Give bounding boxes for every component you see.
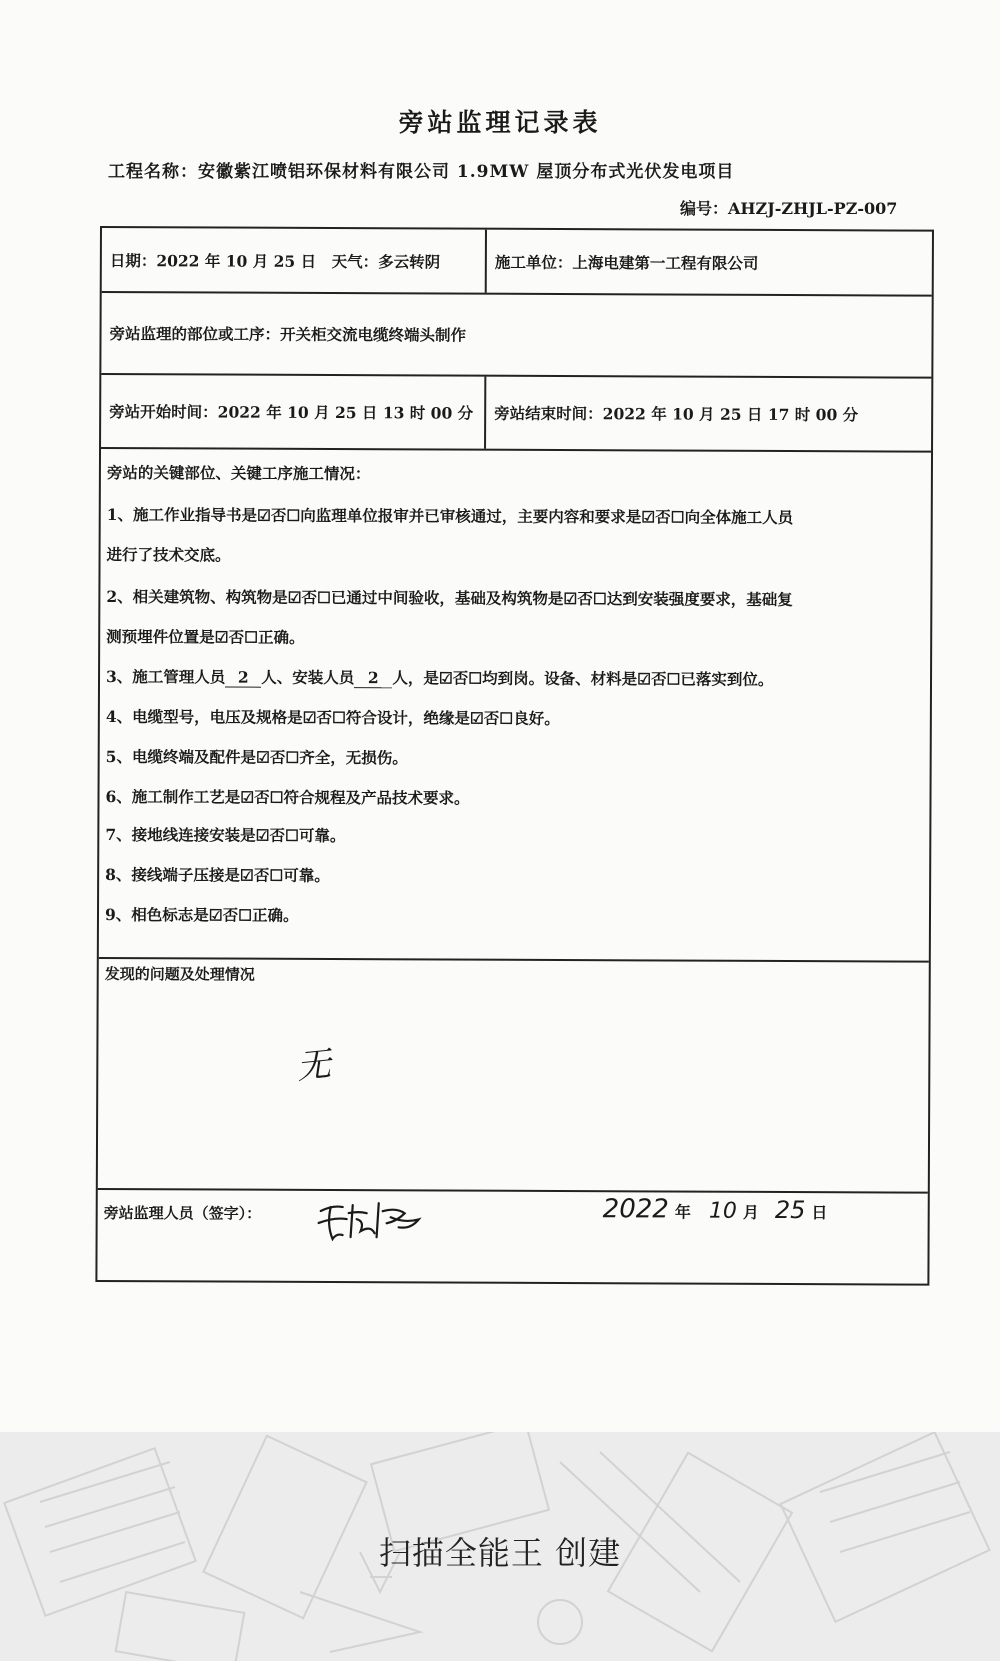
sign-day: 25	[774, 1195, 806, 1225]
row-date-contractor	[102, 228, 932, 297]
year-unit: 年	[674, 1202, 691, 1222]
row-problems	[98, 959, 929, 1194]
installer-count: 2	[354, 668, 392, 688]
scanner-watermark: 扫描全能王 创建	[378, 1534, 622, 1572]
item-5: 5、电缆终端及配件是☑否☐齐全，无损伤。	[105, 747, 408, 768]
signature-label: 旁站监理人员（签字）：	[103, 1204, 262, 1223]
signature-date	[603, 1194, 828, 1225]
item-2-line-2: 测预埋件位置是☑否☐正确。	[106, 627, 305, 647]
sign-year: 2022	[602, 1194, 669, 1225]
day-unit: 日	[811, 1203, 828, 1223]
row-signature	[97, 1190, 927, 1284]
item-3-suffix: 人，是☑否☐均到岗。设备、材料是☑否☐已落实到位。	[392, 668, 774, 689]
project-name: 工程名称：安徽紫江喷铝环保材料有限公司 1.9MW 屋顶分布式光伏发电项目	[108, 162, 735, 182]
item-1-line-2: 进行了技术交底。	[106, 545, 231, 565]
item-6: 6、施工制作工艺是☑否☐符合规程及产品技术要求。	[105, 787, 470, 808]
document-title: 旁站监理记录表	[398, 108, 602, 137]
supervisor-signature	[313, 1193, 428, 1246]
item-2-line-1: 2、相关建筑物、构筑物是☑否☐已通过中间验收，基础及构筑物是☑否☐达到安装强度要求，基础复	[106, 587, 793, 610]
document-number: 编号：AHZJ-ZHJL-PZ-007	[680, 199, 898, 218]
date-weather-cell: 日期：2022 年 10 月 25 日 天气：多云转阴	[109, 250, 441, 271]
record-form	[95, 226, 934, 1286]
item-3-middle: 人、安装人员	[261, 667, 355, 688]
problems-heading: 发现的问题及处理情况	[104, 965, 255, 984]
item-7: 7、接地线连接安装是☑否☐可靠。	[105, 825, 346, 846]
manager-count: 2	[225, 668, 261, 688]
start-time-cell: 旁站开始时间：2022 年 10 月 25 日 13 时 00 分	[109, 402, 474, 423]
item-1-line-1: 1、施工作业指导书是☑否☐向监理单位报审并已审核通过，主要内容和要求是☑否☐向全体施工人员	[106, 505, 794, 528]
month-unit: 月	[742, 1202, 759, 1222]
row-construction-status	[99, 449, 931, 963]
end-time-cell: 旁站结束时间：2022 年 10 月 25 日 17 时 00 分	[494, 403, 859, 425]
item-3-prefix: 3、施工管理人员	[105, 667, 226, 687]
item-9: 9、相色标志是☑否☐正确。	[104, 905, 299, 925]
problems-handwritten: 无	[294, 1044, 333, 1088]
contractor-cell: 施工单位：上海电建第一工程有限公司	[494, 252, 759, 273]
location-cell: 旁站监理的部位或工序：开关柜交流电缆终端头制作	[109, 324, 467, 345]
item-4: 4、电缆型号，电压及规格是☑否☐符合设计，绝缘是☑否☐良好。	[105, 707, 560, 729]
item-3	[106, 665, 773, 690]
row-times	[101, 375, 931, 453]
sign-month: 10	[708, 1198, 737, 1224]
item-8: 8、接线端子压接是☑否☐可靠。	[105, 865, 330, 886]
status-heading: 旁站的关键部位、关键工序施工情况：	[106, 463, 371, 484]
row-location	[101, 293, 931, 379]
